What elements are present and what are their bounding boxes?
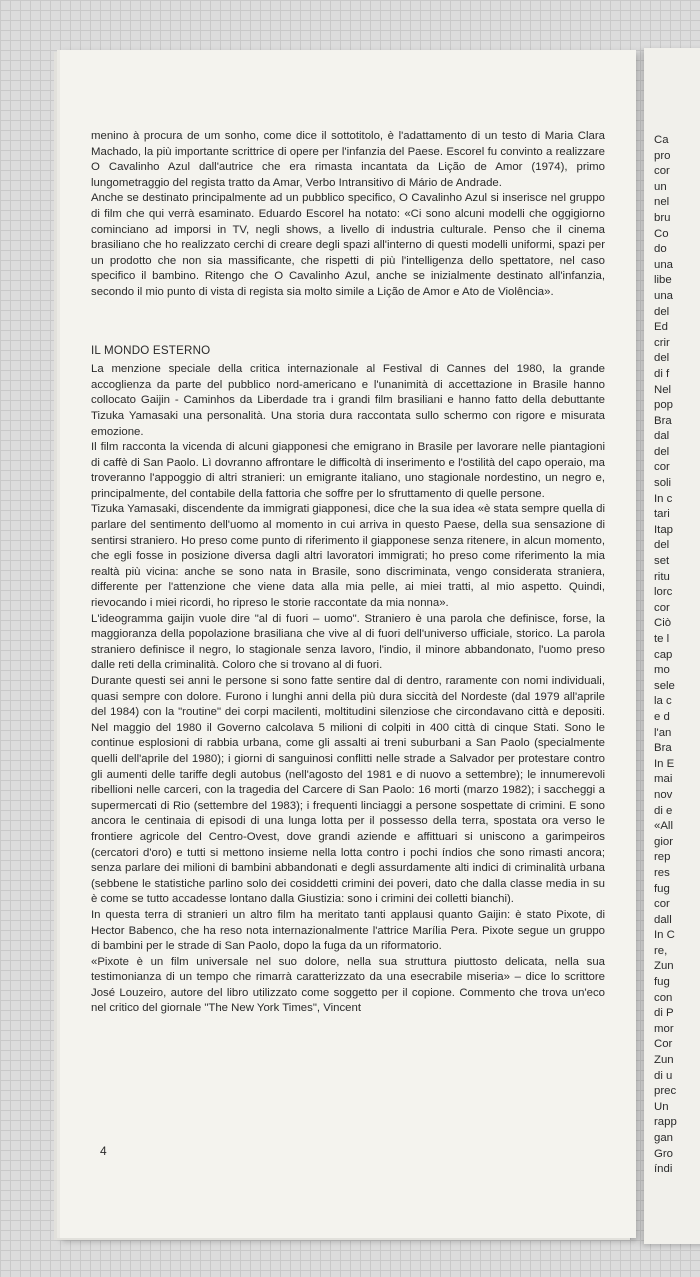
facing-page-line: set — [654, 555, 670, 568]
facing-page-line: Zun — [654, 960, 674, 973]
facing-page-line: cor — [654, 461, 670, 474]
facing-page-line: dall — [654, 913, 672, 926]
facing-page-line: Cor — [654, 1038, 673, 1051]
paragraph: menino à procura de um sonho, come dice il sottotitolo, è l'adattamento di un testo di Maria Clara Machado, la più importante scrittrice di opere per l'infanzia del Paese. Escorel fu convinto a realizzare O Cavalinho Azul dall'autrice che era rimasta incantata da Lição de Amor (1974), primo lungometraggio del regista tratto da Amar, Verbo Intransitivo di Mário de Andrade. — [91, 130, 605, 189]
facing-page-line: dal — [654, 430, 670, 443]
facing-page-line: In c — [654, 492, 673, 505]
facing-page-line: lorc — [654, 586, 673, 599]
facing-page-line: In C — [654, 929, 675, 942]
facing-page-line: di P — [654, 1007, 674, 1020]
facing-page-line: mo — [654, 664, 670, 677]
facing-page-line: di f — [654, 367, 670, 380]
facing-page-line: cor — [654, 898, 670, 911]
facing-page-line: nov — [654, 788, 673, 801]
facing-page-line: Itap — [654, 523, 673, 536]
facing-page-line: una — [654, 258, 674, 271]
facing-page-line: índi — [654, 1163, 673, 1176]
section-heading: IL MONDO ESTERNO — [91, 343, 211, 357]
facing-page-line: bru — [654, 211, 671, 224]
paragraph: In questa terra di stranieri un altro film ha meritato tanti applausi quanto Gaijin: è stato Pixote, di Hector Babenco, che ha reso nota internazionalmente l'attrice Marília Pera. Pixote segue un gruppo di bambini per le strade di San Paolo, dopo la fuga da un riformatorio. — [91, 908, 605, 953]
facing-page-line: l'an — [654, 726, 672, 739]
facing-page-line: cap — [654, 648, 673, 661]
facing-page-line: ritu — [654, 570, 670, 583]
facing-page-line: fug — [654, 976, 670, 989]
facing-page-line: Ed — [654, 321, 668, 334]
facing-page-line: res — [654, 866, 670, 879]
facing-page-line: pro — [654, 149, 671, 162]
facing-page-line: soli — [654, 477, 672, 490]
facing-page-line: mai — [654, 773, 673, 786]
facing-page-line: do — [654, 243, 667, 256]
facing-page-line: di e — [654, 804, 673, 817]
facing-page-line: un — [654, 180, 667, 193]
facing-page-line: con — [654, 991, 673, 1004]
facing-page-line: Ciò — [654, 617, 672, 630]
facing-page-line: la c — [654, 695, 672, 708]
paragraph: Anche se destinato principalmente ad un pubblico specifico, O Cavalinho Azul si inserisce nel gruppo di film che qui verrà esaminato. Eduardo Escorel ha notato: «Ci sono alcuni modelli che oggigiorno cominciano ad imporsi in TV, negli shows, a livello di industria culturale. Penso che il cinema brasiliano che ho realizzato cerchi di creare degli spazi all'interno di questi modelli uniformi, spazi per un prodotto che non sia massificante, che rispetti di più l'intelligenza dello spettatore, nel caso specifico il bambino. Ritengo che O Cavalinho Azul, anche se inizialmente destinato all'infanzia, secondo il mio punto di vista di regista sia molto simile a Lição de Amor e Ato de Violência». — [91, 192, 605, 298]
facing-page-line: prec — [654, 1085, 677, 1098]
facing-page-line: Bra — [654, 742, 672, 755]
paragraph: La menzione speciale della critica internazionale al Festival di Cannes del 1980, la grande accoglienza da parte del pubblico nord-americano e l'unanimità di accettazione in Brasile hanno collocato Gaijin - Caminhos da Liberdade tra i grandi film brasiliani e hanno fatto della debuttante Tizuka Yamasaki una personalità. Una storia dura raccontata sullo schermo con rigore e misurata emozione. — [91, 363, 605, 438]
paragraph: Tizuka Yamasaki, discendente da immigrati giapponesi, dice che la sua idea «è stata sempre quella di parlare del sentimento dell'uomo al momento in cui arriva in questo Paese, della sua sensazione di sentirsi straniero. Ho preso come punto di riferimento il giapponese senza ritenere, in alcun momento, che egli fosse in posizione diversa dagli altri lavoratori immigrati; ho preso come riferimento la mia realtà più vicina: anche se sono nata in Brasile, sono discriminata, vengo considerata straniera, differente per l'attenzione che viene data alla mia pelle, ai miei tratti, al mio aspetto. Quindi, rievocando i miei ricordi, ho ripreso le storie raccontate da mia nonna». — [91, 503, 605, 610]
facing-page-line: mor — [654, 1022, 674, 1035]
facing-page-line: del — [654, 305, 670, 318]
facing-page-line: gan — [654, 1132, 674, 1144]
paragraph: Il film racconta la vicenda di alcuni giapponesi che emigrano in Brasile per lavorare nelle piantagioni di caffè di San Paolo. Lì dovranno affrontare le difficoltà di inserimento e l'ostilità del capo operaio, ma troveranno l'appoggio di altri stranieri: un emigrante italiano, uno stagionale nordestino, un negro e, principalmente, del contabile della fattoria che soffre per lo sfruttamento di quelle persone. — [91, 441, 605, 500]
facing-page-line: del — [654, 352, 670, 365]
facing-page-line: Nel — [654, 383, 672, 396]
facing-page-line: Co — [654, 227, 669, 240]
facing-page-line: una — [654, 289, 674, 302]
facing-page-line: «All — [654, 820, 673, 833]
facing-page-text — [654, 133, 700, 1178]
facing-page-line: Gro — [654, 1147, 673, 1160]
paragraph: L'ideogramma gaijin vuole dire "al di fuori – uomo". Straniero è una parola che definisce, forse, la maggioranza della popolazione brasiliana che vive al di fuori dell'universo ufficiale, storico. La parola straniero definisce il negro, lo stagionale senza lavoro, l'indio, il minore abbandonato, l'uomo preso dalle reti della criminalità. Coloro che si trovano al di fuori. — [91, 612, 605, 672]
page-number: 4 — [100, 1144, 107, 1158]
facing-page-line: Zun — [654, 1054, 674, 1067]
facing-page-line: Un — [654, 1100, 669, 1113]
facing-page-line: tari — [654, 508, 670, 521]
facing-page-line: gior — [654, 835, 673, 848]
facing-page-line: Bra — [654, 414, 672, 427]
facing-page-line: del — [654, 539, 670, 552]
facing-page-line: rep — [654, 851, 671, 864]
facing-page-line: Ca — [654, 134, 669, 146]
facing-page-line: re, — [654, 944, 668, 957]
paragraph: Durante questi sei anni le persone si sono fatte sentire dal di dentro, raramente con nomi individuali, quasi sempre con dolore. Furono i lunghi anni della più dura siccità del Nordeste (dal 1979 all'aprile del 1984) con la "routine" dei corpi macilenti, moltitudini silenziose che circondavano città e depositi. Nel maggio del 1980 il Governo calcolava 5 milioni di colpiti in 400 città di cinque Stati. Sono le continue esplosioni di rabbia urbana, come gli assalti ai treni suburbani a San Paolo (specialmente quelli dell'aprile del 1980); i giorni di sanguinosi conflitti nelle strade a Salvador per protestare contro gli aumenti delle tariffe degli autobus (nell'agosto del 1981 e di nuovo a settembre); le innumerevoli ribellioni nelle carceri, con la tragedia del Carcere di San Paolo: 16 morti (marzo 1982); i saccheggi a supermercati di Rio (settembre del 1983); i frequenti linciaggi a persone sospettate di crimini. E sono ancora le centinaia di episodi di una lunga lotta per il possesso della terra, spostata ora verso le frontiere agricole del Centro-Ovest, dove grandi aziende e affittuari si uniscono a garimpeiros (cercatori d'oro) e tutti si mettono insieme nella lotta contro i pochi índios che sono rimasti ancora; senza parlare dei milioni di bambini abbandonati e degli assurdamente alti indici di criminalità urbana (sebbene le statistiche parlino solo dei cosiddetti crimini dei poveri, dato che dalla classe media in su è come se tutto accadesse lontano dalla Giustizia: sono i crimini dei colletti bianchi). — [91, 675, 605, 906]
facing-page-line: nel — [654, 196, 670, 209]
facing-page-line: di u — [654, 1069, 673, 1082]
page-content — [91, 129, 605, 1017]
facing-page-line: libe — [654, 274, 672, 287]
facing-page-line: te l — [654, 633, 670, 645]
facing-page-line: del — [654, 445, 670, 458]
facing-page-line: fug — [654, 882, 670, 895]
facing-page-line: e d — [654, 710, 670, 723]
facing-page-line: cor — [654, 165, 670, 178]
facing-page-line: pop — [654, 399, 674, 412]
paragraph: «Pixote è un film universale nel suo dolore, nella sua struttura piuttosto delicata, nella sua testimonianza di un tempo che rimarrà caratterizzato da una esecrabile miseria» – dice lo scrittore José Louzeiro, autore del libro utilizzato come soggetto per il copione. Commento che trova un'eco nel critico del giornale "The New York Times", Vincent — [91, 955, 605, 1015]
document-page — [60, 50, 636, 1238]
facing-page-line: crir — [654, 336, 670, 349]
facing-page-line: cor — [654, 601, 670, 614]
facing-page — [644, 48, 700, 1244]
facing-page-line: In E — [654, 757, 675, 770]
facing-page-line: sele — [654, 679, 675, 692]
facing-page-line: rapp — [654, 1116, 677, 1129]
